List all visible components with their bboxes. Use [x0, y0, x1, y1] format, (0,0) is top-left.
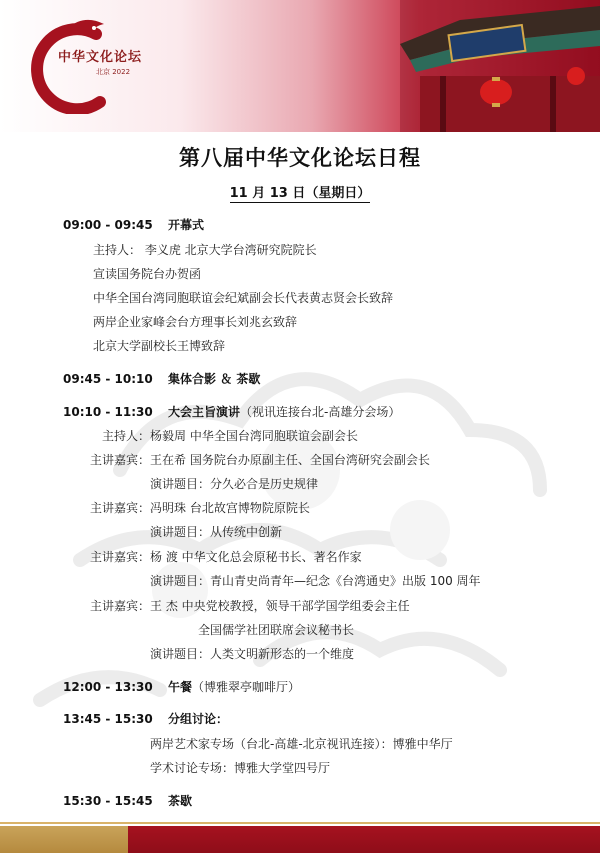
schedule-row-breakout	[63, 711, 228, 727]
session-name: 开幕式	[168, 218, 205, 232]
session-name: 茶歇	[168, 794, 193, 808]
keynote-detail: 主讲嘉宾：王在希 国务院台办原副主任、全国台湾研究会副会长	[90, 453, 430, 467]
session-note: （博雅翠亭咖啡厅）	[192, 680, 301, 694]
session-name: 大会主旨演讲	[168, 405, 241, 419]
opening-detail: 两岸企业家峰会台方理事长刘兆玄致辞	[93, 315, 298, 329]
keynote-detail: 全国儒学社团联席会议秘书长	[198, 623, 355, 637]
keynote-detail: 演讲题目：分久必合是历史规律	[150, 477, 319, 491]
logo-subtext: 北京 2022	[96, 68, 131, 76]
session-name: 午餐	[168, 680, 193, 694]
logo-text: 中华文化论坛	[58, 50, 143, 65]
time-slot: 09:00 - 09:45	[63, 218, 153, 232]
keynote-detail: 主持人：杨毅周 中华全国台湾同胞联谊会副会长	[102, 429, 358, 443]
keynote-detail: 演讲题目：人类文明新形态的一个维度	[150, 647, 355, 661]
schedule-row-photo	[63, 371, 260, 387]
schedule-row-keynote	[63, 404, 400, 420]
keynote-detail: 演讲题目：青山青史尚青年—纪念《台湾通史》出版 100 周年	[150, 574, 481, 588]
session-note: （视讯连接台北-高雄分会场）	[240, 405, 401, 419]
keynote-detail: 主讲嘉宾：冯明珠 台北故宫博物院原院长	[90, 501, 310, 515]
keynote-detail: 演讲题目：从传统中创新	[150, 525, 283, 539]
schedule-row-opening	[63, 217, 204, 233]
keynote-detail: 主讲嘉宾：王 杰 中央党校教授，领导干部学国学组委会主任	[90, 599, 410, 613]
time-slot: 10:10 - 11:30	[63, 405, 153, 419]
schedule-row-tea	[63, 793, 192, 809]
university-gate-image	[400, 0, 600, 132]
footer-divider	[0, 822, 600, 824]
time-slot: 12:00 - 13:30	[63, 680, 153, 694]
breakout-detail: 学术讨论专场：博雅大学堂四号厅	[150, 761, 331, 775]
opening-detail: 宣读国务院台办贺函	[93, 267, 202, 281]
opening-detail: 北京大学副校长王博致辞	[93, 339, 226, 353]
schedule-row-lunch	[63, 679, 300, 695]
footer-red-stripe	[128, 826, 600, 853]
keynote-detail: 主讲嘉宾：杨 渡 中华文化总会原秘书长、著名作家	[90, 550, 362, 564]
opening-detail: 主持人： 李义虎 北京大学台湾研究院院长	[93, 243, 317, 257]
breakout-detail: 两岸艺术家专场（台北-高雄-北京视讯连接）：博雅中华厅	[150, 737, 453, 751]
schedule-date-text: 11 月 13 日（星期日）	[229, 186, 371, 201]
page-title: 第八届中华文化论坛日程	[179, 146, 421, 170]
time-slot: 13:45 - 15:30	[63, 712, 153, 726]
footer-gold-stripe	[0, 826, 128, 853]
schedule-date	[0, 182, 600, 201]
time-slot: 15:30 - 15:45	[63, 794, 153, 808]
time-slot: 09:45 - 10:10	[63, 372, 153, 386]
opening-detail: 中华全国台湾同胞联谊会纪斌副会长代表黄志贤会长致辞	[93, 291, 394, 305]
session-name: 集体合影 ＆ 茶歇	[168, 372, 261, 386]
session-name: 分组讨论：	[168, 712, 229, 726]
